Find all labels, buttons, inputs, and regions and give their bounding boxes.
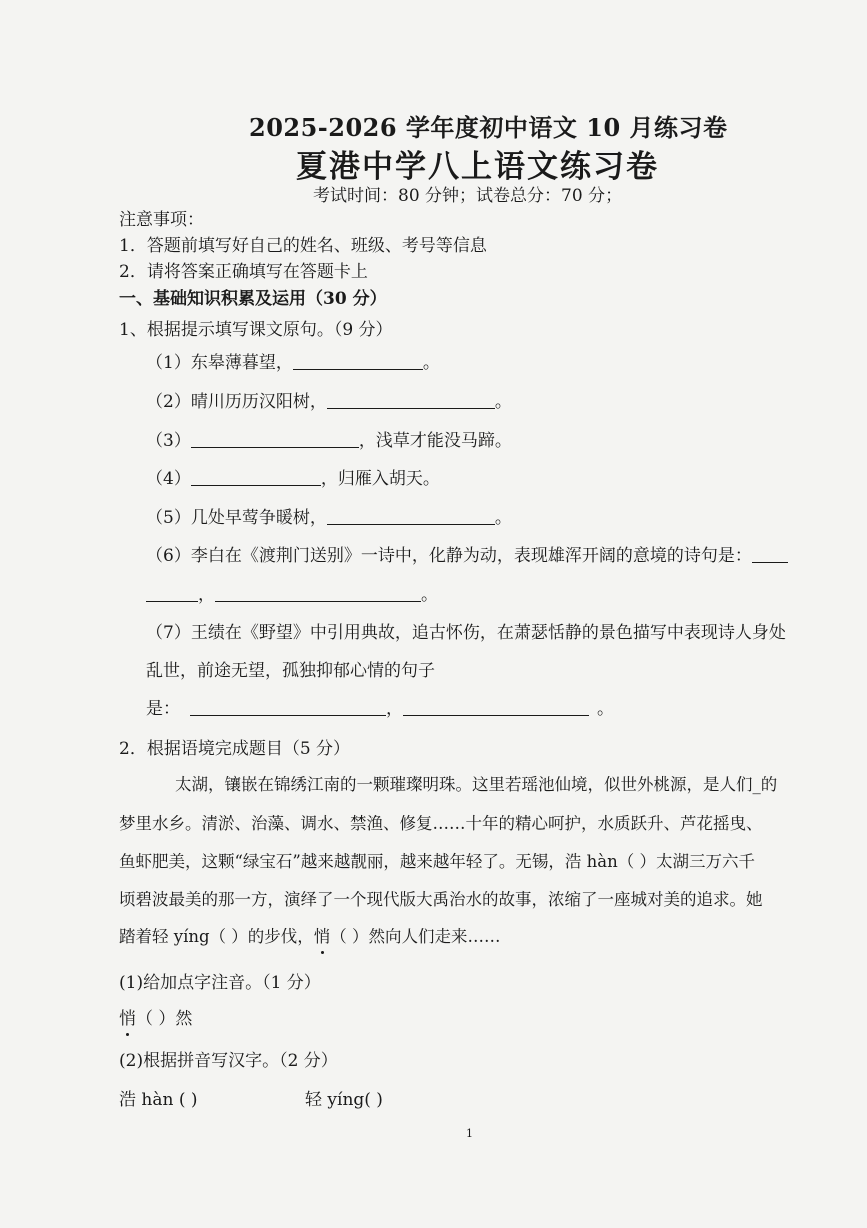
sentence-1: （1）东皋薄暮望， 。 (146, 353, 440, 373)
passage-line-1: 太湖，镶嵌在锦绣江南的一颗璀璨明珠。这里若瑶池仙境，似世外桃源，是人们_的 (175, 775, 778, 794)
exam-title: 2025-2026 学年度初中语文 10 月练习卷 (249, 113, 728, 142)
subquestion-1-answer: 悄（ ）然 (119, 1004, 192, 1029)
passage-line-5: 踏着轻 yíng（ ）的步伐，悄（ ）然向人们走来…… (119, 923, 501, 947)
sentence-6-line-2: ， 。 (146, 580, 438, 605)
question-2-stem: 2．根据语境完成题目（5 分） (119, 739, 351, 759)
sentence-4: （4） ，归雁入胡天。 (146, 469, 440, 489)
passage-line-3: 鱼虾肥美，这颗“绿宝石”越来越靓丽，越来越年轻了。无锡，浩 hàn（ ）太湖三万六千 (119, 852, 755, 871)
answer-blank[interactable] (403, 699, 589, 716)
exam-info: 考试时间：80 分钟；试卷总分：70 分； (313, 186, 623, 206)
note-item-2: 2．请将答案正确填写在答题卡上 (119, 262, 368, 282)
answer-blank[interactable] (146, 585, 198, 602)
sentence-2: （2）晴川历历汉阳树， 。 (146, 392, 512, 412)
passage-line-2: 梦里水乡。清淤、治藻、调水、禁渔、修复……十年的精心呵护，水质跃升、芦花摇曳、 (119, 814, 763, 833)
pinyin-answer-b[interactable]: 轻 yíng( ) (305, 1090, 383, 1110)
sentence-7-line-1: （7）王绩在《野望》中引用典故，追古怀伤，在萧瑟恬静的景色描写中表现诗人身处 (146, 623, 786, 643)
answer-blank[interactable] (191, 469, 321, 486)
answer-blank[interactable] (327, 392, 495, 409)
answer-blank[interactable] (293, 353, 423, 370)
note-item-1: 1．答题前填写好自己的姓名、班级、考号等信息 (119, 236, 487, 256)
sentence-7-line-3: 是： ， 。 (146, 699, 614, 719)
page-number: 1 (466, 1127, 473, 1140)
answer-blank[interactable] (215, 585, 421, 602)
school-title: 夏港中学八上语文练习卷 (296, 149, 659, 185)
answer-blank[interactable] (191, 431, 359, 448)
question-1-stem: 1、根据提示填写课文原句。（9 分） (119, 320, 393, 340)
section-heading: 一、基础知识积累及运用（30 分） (119, 289, 387, 309)
notes-heading: 注意事项： (119, 210, 204, 230)
sentence-7-line-2: 乱世，前途无望，孤独抑郁心情的句子 (146, 661, 435, 681)
pinyin-answer-a[interactable]: 浩 hàn ( ) (119, 1090, 198, 1110)
sentence-6-line-1: （6）李白在《渡荆门送别》一诗中，化静为动，表现雄浑开阔的意境的诗句是： (146, 541, 788, 566)
answer-blank[interactable] (752, 546, 788, 563)
answer-blank[interactable] (190, 699, 386, 716)
passage-line-4: 顷碧波最美的那一方，演绎了一个现代版大禹治水的故事，浓缩了一座城对美的追求。她 (119, 890, 763, 909)
subquestion-2-stem: (2)根据拼音写汉字。（2 分） (119, 1051, 338, 1071)
answer-blank[interactable] (327, 508, 495, 525)
dotted-character: 悄 (314, 923, 331, 947)
sentence-5: （5）几处早莺争暖树， 。 (146, 508, 512, 528)
subquestion-1-stem: (1)给加点字注音。（1 分） (119, 973, 321, 993)
sentence-3: （3） ，浅草才能没马蹄。 (146, 431, 512, 451)
